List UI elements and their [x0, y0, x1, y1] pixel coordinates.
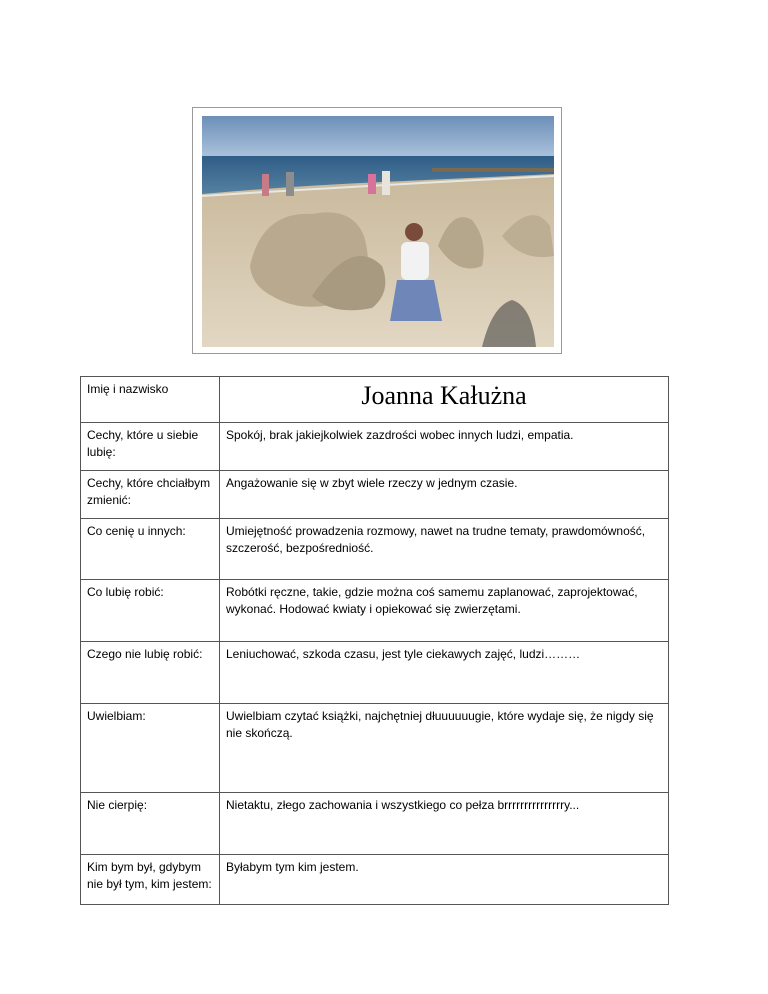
beach-sand-sculpture-photo: [202, 116, 554, 347]
row-value: Byłabym tym kim jestem.: [220, 855, 669, 905]
row-label: Uwielbiam:: [81, 704, 220, 793]
row-label: Cechy, które u siebie lubię:: [81, 423, 220, 471]
photo-frame: [192, 107, 562, 354]
profile-table: [80, 376, 669, 905]
row-value: Umiejętność prowadzenia rozmowy, nawet na trudne tematy, prawdomówność, szczerość, bezpośredniość.: [220, 519, 669, 580]
row-label: Nie cierpię:: [81, 793, 220, 855]
table-row: [81, 423, 669, 471]
name-value: [220, 377, 669, 423]
row-label: Czego nie lubię robić:: [81, 642, 220, 704]
table-row-name: [81, 377, 669, 423]
row-label: Cechy, które chciałbym zmienić:: [81, 471, 220, 519]
table-row: [81, 471, 669, 519]
table-row: [81, 642, 669, 704]
row-value: Spokój, brak jakiejkolwiek zazdrości wobec innych ludzi, empatia.: [220, 423, 669, 471]
table-row: [81, 855, 669, 905]
table-row: [81, 704, 669, 793]
row-value: Angażowanie się w zbyt wiele rzeczy w jednym czasie.: [220, 471, 669, 519]
row-label: Kim bym był, gdybym nie był tym, kim jestem:: [81, 855, 220, 905]
name-label: Imię i nazwisko: [81, 377, 220, 423]
row-value: Robótki ręczne, takie, gdzie można coś samemu zaplanować, zaprojektować, wykonać. Hodować kwiaty i opiekować się zwierzętami.: [220, 580, 669, 642]
table-row: [81, 580, 669, 642]
row-label: Co lubię robić:: [81, 580, 220, 642]
row-value: Uwielbiam czytać książki, najchętniej dłuuuuuugie, które wydaje się, że nigdy się nie skończą.: [220, 704, 669, 793]
row-value: Nietaktu, złego zachowania i wszystkiego co pełza brrrrrrrrrrrrrrry...: [220, 793, 669, 855]
table-row: [81, 793, 669, 855]
row-label: Co cenię u innych:: [81, 519, 220, 580]
full-name: Joanna Kałużna: [361, 381, 527, 410]
table-row: [81, 519, 669, 580]
row-value: Leniuchować, szkoda czasu, jest tyle ciekawych zajęć, ludzi………: [220, 642, 669, 704]
